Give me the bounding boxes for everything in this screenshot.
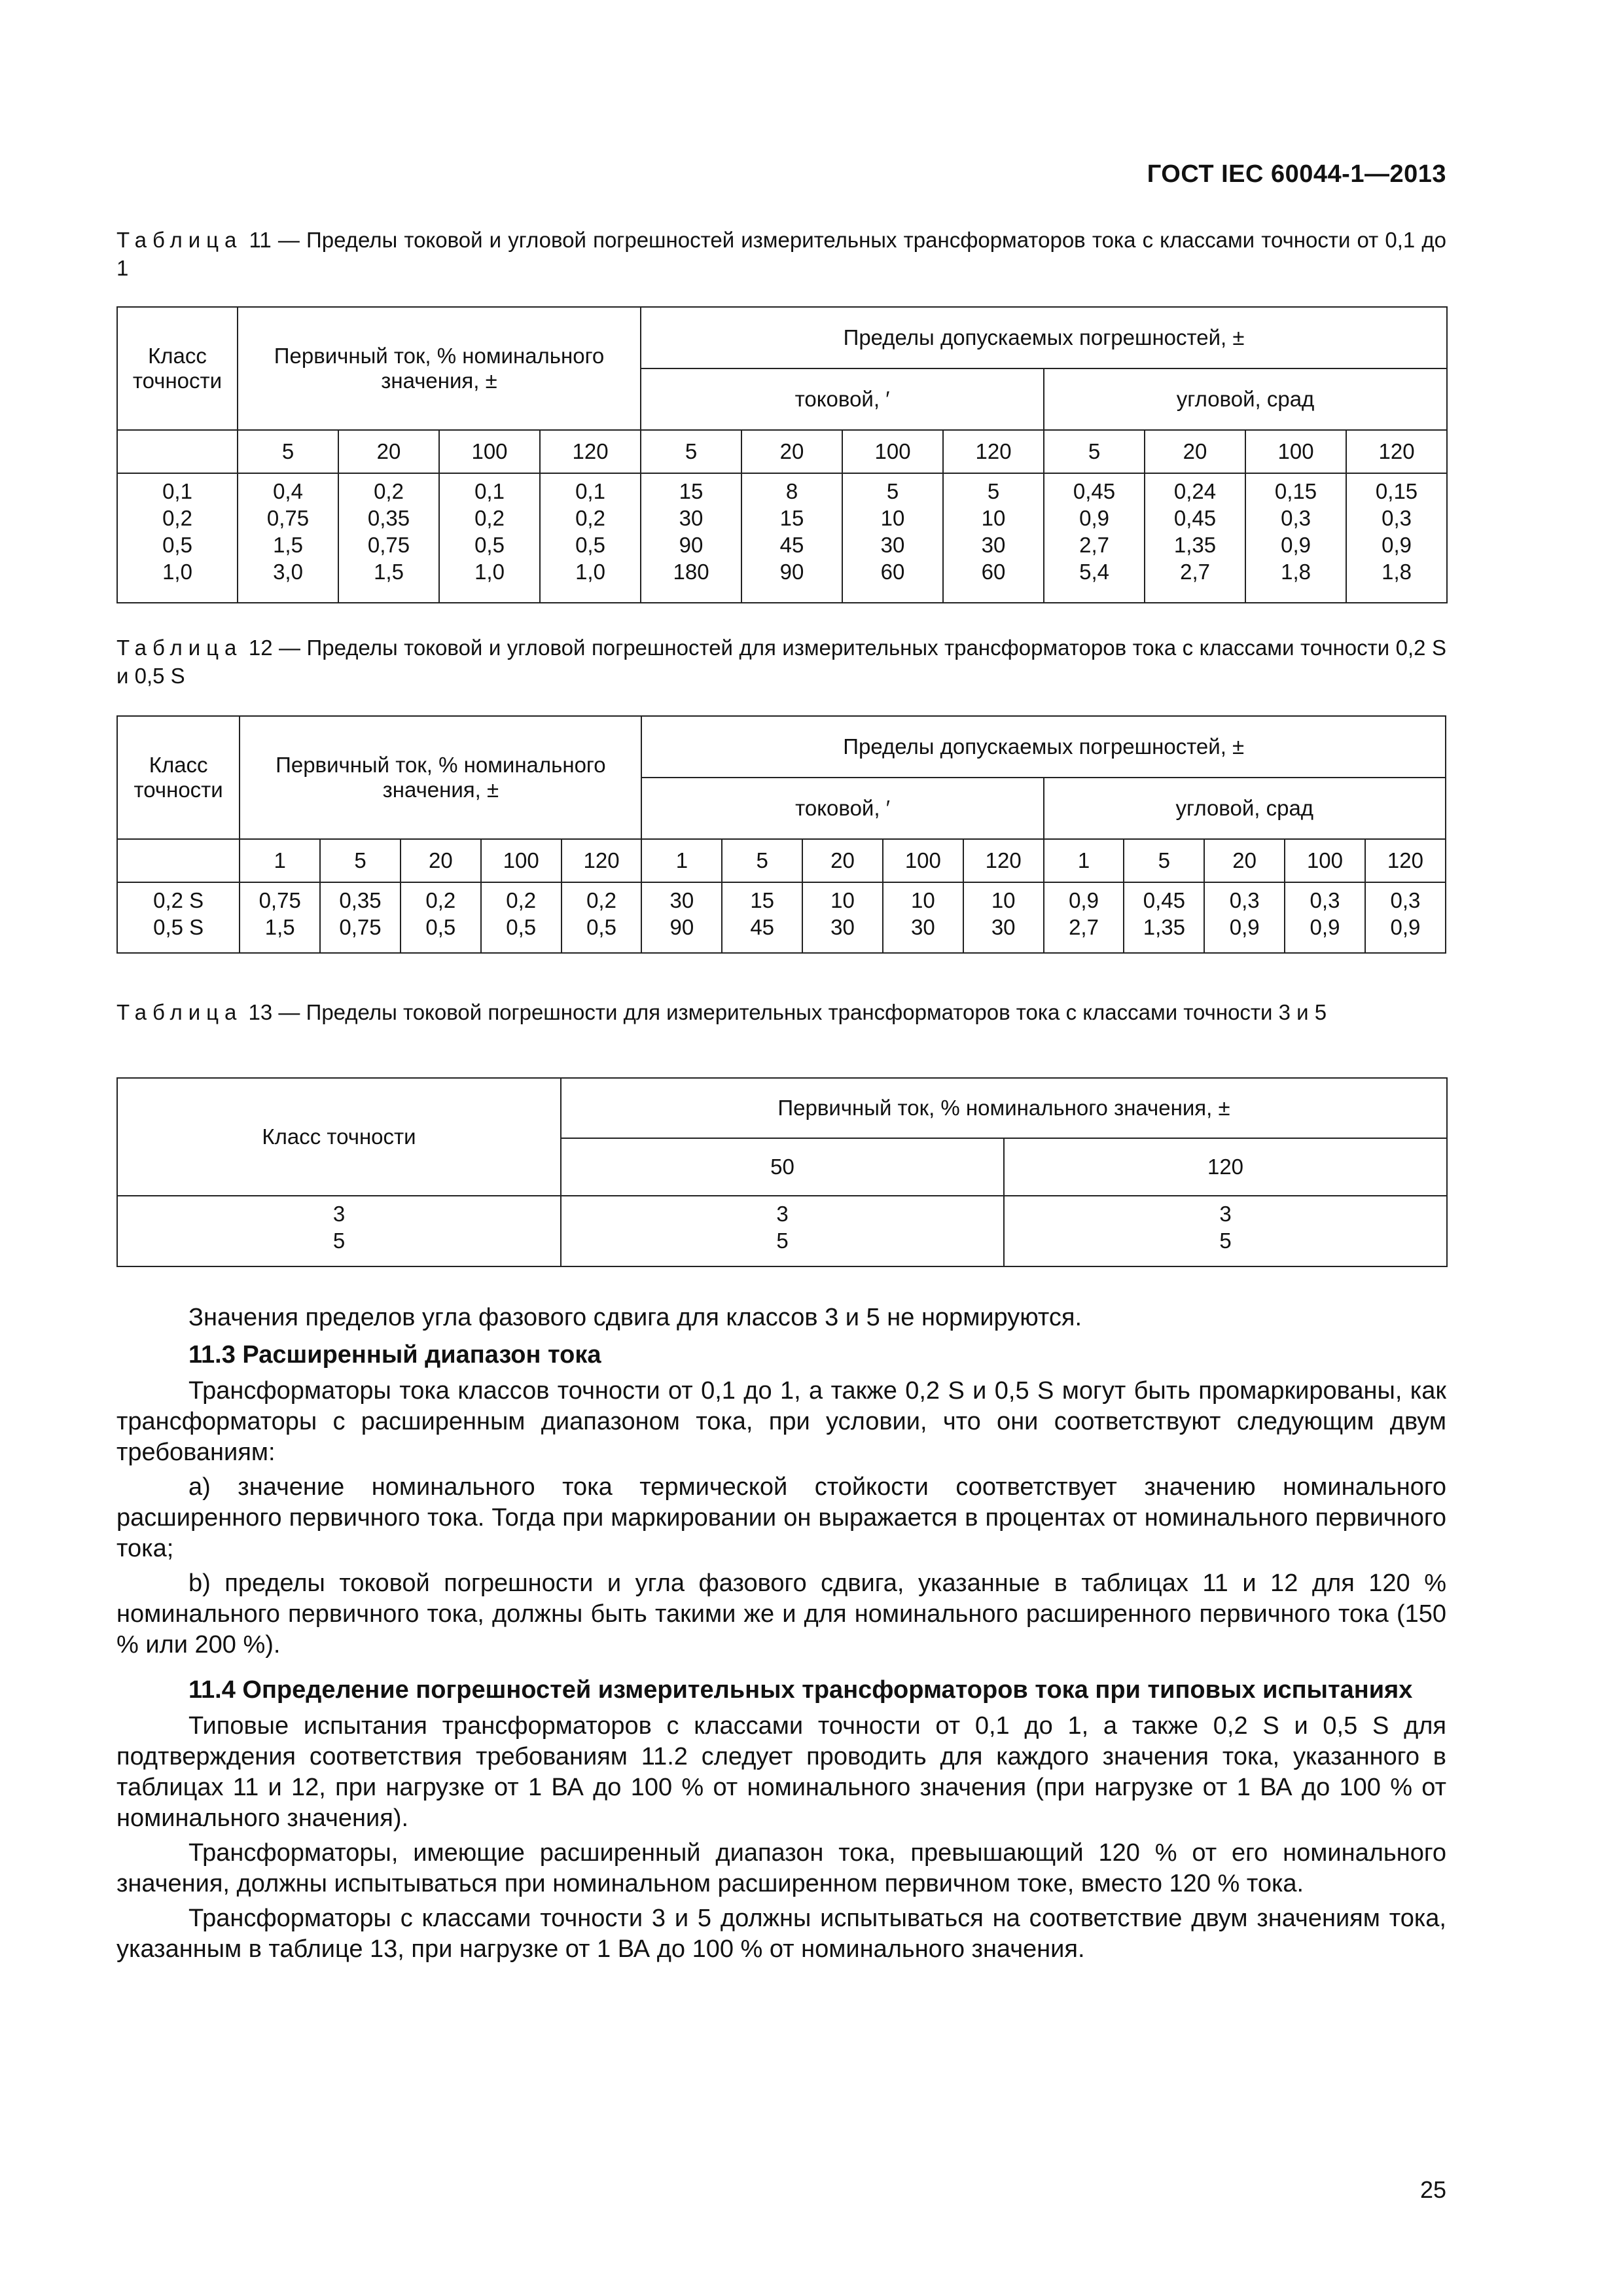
table-13-caption (116, 998, 1446, 1026)
header-class: Класс точности (117, 307, 238, 430)
cell-line: 2,7 (1079, 533, 1109, 557)
cell-line: 0,9 (1382, 533, 1412, 557)
cell-line: 3 (776, 1202, 789, 1226)
cell-line: 0,5 (474, 533, 505, 557)
data-cell (641, 473, 741, 603)
cell-line: 5 (886, 479, 899, 503)
list-item-a: a) значение номинального тока термической стойкости соответствует значению номинального расширенного первичного тока. Тогда при маркировании он выражается в процентах от номинального первичного тока; (116, 1473, 1446, 1562)
data-cell (1245, 473, 1346, 603)
cell-line: 45 (750, 915, 775, 939)
cell-line: 0,5 (575, 533, 605, 557)
cell-line: 1,35 (1173, 533, 1217, 557)
cell-line: 30 (830, 915, 855, 939)
cell-line: 15 (750, 888, 775, 912)
header-current-error: токовой, ′ (641, 778, 1043, 839)
subheader-cell: 5 (722, 839, 802, 882)
header-class: Класс точности (117, 716, 240, 839)
cell-line: 0,9 (1069, 888, 1099, 912)
cell-line: 30 (880, 533, 905, 557)
data-cell (1346, 473, 1447, 603)
subheader-cell: 50 (561, 1138, 1004, 1196)
paragraph: Трансформаторы с классами точности 3 и 5 должны испытываться на соответствие двум значениям тока, указанным в таблице 13, при нагрузке от 1 ВА до 100 % от номинального значения. (116, 1905, 1446, 1963)
table-11-caption (116, 226, 1446, 282)
paragraph: Трансформаторы тока классов точности от 0,1 до 1, а также 0,2 S и 0,5 S могут быть промаркированы, как трансформаторы с расширенным диапазоном тока, при условии, что они соответствуют следующим двум требованиям: (116, 1377, 1446, 1466)
caption-label: Таблица (116, 636, 243, 660)
cell-line: 0,2 (575, 506, 605, 530)
data-cell (741, 473, 842, 603)
header-primary-current: Первичный ток, % номинального значения, ± (240, 716, 641, 839)
data-cell (1145, 473, 1245, 603)
cell-line: 0,1 (474, 479, 505, 503)
body-text (116, 1302, 1446, 1969)
subheader-cell: 1 (1044, 839, 1124, 882)
data-cell (562, 882, 642, 953)
cell-line: 15 (679, 479, 704, 503)
paragraph: Трансформаторы, имеющие расширенный диапазон тока, превышающий 120 % от его номинального значения, должны испытываться при номинальном расширенном первичном токе, вместо 120 % тока. (116, 1839, 1446, 1897)
data-cell (1204, 882, 1285, 953)
table-12 (116, 715, 1446, 954)
subheader-empty (117, 839, 240, 882)
subheader-cell: 100 (1245, 430, 1346, 473)
caption-text: 13 — Пределы токовой погрешности для измерительных трансформаторов тока с классами точности 3 и 5 (242, 1000, 1327, 1024)
data-cell (802, 882, 883, 953)
cell-line: 0,3 (1390, 888, 1421, 912)
subheader-cell: 120 (1346, 430, 1447, 473)
data-cell (842, 473, 943, 603)
cell-line: 0,2 S (153, 888, 204, 912)
data-cell (943, 473, 1044, 603)
cell-line: 0,5 (425, 915, 456, 939)
cell-line: 0,5 (506, 915, 537, 939)
cell-line: 0,2 (425, 888, 456, 912)
cell-line: 30 (669, 888, 694, 912)
cell-line: 1,8 (1382, 560, 1412, 584)
cell-line: 1,0 (474, 560, 505, 584)
header-class: Класс точности (117, 1078, 561, 1196)
cell-line: 0,9 (1079, 506, 1109, 530)
cell-line: 5 (1219, 1229, 1232, 1253)
cell-line: 3 (1219, 1202, 1232, 1226)
cell-line: 0,75 (339, 915, 382, 939)
data-cell (238, 473, 338, 603)
subheader-cell: 120 (562, 839, 642, 882)
data-cell (439, 473, 540, 603)
cell-line: 0,9 (1229, 915, 1260, 939)
cell-line: 0,75 (259, 888, 301, 912)
subheader-cell: 120 (963, 839, 1044, 882)
cell-line: 60 (880, 560, 905, 584)
cell-line: 0,3 (1310, 888, 1340, 912)
header-primary-current: Первичный ток, % номинального значения, ± (238, 307, 641, 430)
paragraph: Типовые испытания трансформаторов с классами точности от 0,1 до 1, а также 0,2 S и 0,5 S для подтверждения соответствия требованиям 11.2 следует проводить для каждого значения тока, указанного в таблицах 11 и 12, при нагрузке от 1 ВА до 100 % от номинального значения (при нагрузке от 1 ВА до 100 % от номинального значения). (116, 1712, 1446, 1832)
cell-line: 30 (679, 506, 704, 530)
subheader-cell: 5 (238, 430, 338, 473)
caption-label: Таблица (116, 1000, 243, 1024)
subheader-cell: 1 (240, 839, 320, 882)
subheader-cell: 100 (883, 839, 963, 882)
cell-line: 10 (880, 506, 905, 530)
cell-line: 0,15 (1274, 479, 1317, 503)
subheader-cell: 120 (943, 430, 1044, 473)
cell-line: 0,2 (162, 506, 192, 530)
cell-line: 0,9 (1281, 533, 1311, 557)
cell-line: 10 (830, 888, 855, 912)
subheader-cell: 20 (741, 430, 842, 473)
data-cell (963, 882, 1044, 953)
caption-text: 12 — Пределы токовой и угловой погрешностей для измерительных трансформаторов тока с классами точности 0,2 S и 0,5 S (116, 636, 1446, 688)
data-cell (117, 473, 238, 603)
cell-line: 0,24 (1173, 479, 1217, 503)
cell-line: 0,3 (1382, 506, 1412, 530)
subheader-empty (117, 430, 238, 473)
cell-line: 10 (991, 888, 1016, 912)
cell-line: 0,2 (586, 888, 616, 912)
cell-line: 5 (776, 1229, 789, 1253)
data-cell (338, 473, 439, 603)
subheader-cell: 5 (1044, 430, 1145, 473)
cell-line: 30 (991, 915, 1016, 939)
cell-line: 1,0 (162, 560, 192, 584)
cell-line: 60 (981, 560, 1006, 584)
header-angle-error: угловой, срад (1044, 778, 1446, 839)
cell-line: 0,9 (1310, 915, 1340, 939)
cell-line: 0,15 (1375, 479, 1418, 503)
cell-line: 0,9 (1390, 915, 1421, 939)
cell-line: 1,5 (374, 560, 404, 584)
subheader-cell: 20 (338, 430, 439, 473)
header-error-limits: Пределы допускаемых погрешностей, ± (641, 307, 1447, 368)
section-heading-11-4: 11.4 Определение погрешностей измерительных трансформаторов тока при типовых испытаниях (188, 1676, 1413, 1704)
subheader-cell: 5 (641, 430, 741, 473)
cell-line: 8 (785, 479, 798, 503)
header-primary-current: Первичный ток, % номинального значения, ± (561, 1078, 1447, 1138)
cell-line: 1,8 (1281, 560, 1311, 584)
data-cell (320, 882, 401, 953)
subheader-cell: 5 (320, 839, 401, 882)
data-cell (1285, 882, 1365, 953)
caption-text: 11 — Пределы токовой и угловой погрешностей измерительных трансформаторов тока с классами точности от 0,1 до 1 (116, 228, 1446, 280)
subheader-cell: 100 (1285, 839, 1365, 882)
cell-line: 0,35 (367, 506, 410, 530)
data-cell (401, 882, 481, 953)
data-cell (561, 1196, 1004, 1266)
data-cell (1124, 882, 1204, 953)
data-cell (117, 1196, 561, 1266)
cell-line: 1,0 (575, 560, 605, 584)
subheader-cell: 5 (1124, 839, 1204, 882)
cell-line: 5 (332, 1229, 346, 1253)
table-13 (116, 1077, 1448, 1267)
data-cell (1004, 1196, 1447, 1266)
subheader-cell: 100 (842, 430, 943, 473)
section-heading-11-3: 11.3 Расширенный диапазон тока (188, 1341, 601, 1369)
cell-line: 0,1 (575, 479, 605, 503)
subheader-cell: 120 (540, 430, 641, 473)
document-header: ГОСТ IEC 60044-1—2013 (1147, 160, 1446, 188)
cell-line: 180 (673, 560, 709, 584)
cell-line: 30 (981, 533, 1006, 557)
cell-line: 5 (987, 479, 1000, 503)
subheader-cell: 20 (1204, 839, 1285, 882)
data-cell (540, 473, 641, 603)
cell-line: 0,35 (339, 888, 382, 912)
cell-line: 0,45 (1143, 888, 1185, 912)
cell-line: 1,5 (273, 533, 303, 557)
subheader-cell: 100 (481, 839, 562, 882)
cell-line: 3 (332, 1202, 346, 1226)
cell-line: 30 (910, 915, 935, 939)
cell-line: 1,5 (264, 915, 295, 939)
subheader-cell: 20 (401, 839, 481, 882)
cell-line: 0,2 (506, 888, 537, 912)
data-cell (641, 882, 722, 953)
cell-line: 90 (779, 560, 804, 584)
cell-line: 90 (679, 533, 704, 557)
cell-line: 2,7 (1069, 915, 1099, 939)
data-cell (722, 882, 802, 953)
cell-line: 2,7 (1180, 560, 1210, 584)
cell-line: 0,3 (1281, 506, 1311, 530)
caption-label: Таблица (116, 228, 243, 252)
cell-line: 5,4 (1079, 560, 1109, 584)
cell-line: 0,5 (162, 533, 192, 557)
table-11 (116, 306, 1448, 603)
cell-line: 0,5 S (153, 915, 204, 939)
paragraph: Значения пределов угла фазового сдвига для классов 3 и 5 не нормируются. (188, 1304, 1082, 1331)
cell-line: 0,45 (1173, 506, 1217, 530)
data-cell (117, 882, 240, 953)
data-cell (240, 882, 320, 953)
data-cell (1044, 473, 1145, 603)
cell-line: 15 (779, 506, 804, 530)
header-angle-error: угловой, срад (1044, 368, 1447, 430)
cell-line: 90 (669, 915, 694, 939)
subheader-cell: 20 (802, 839, 883, 882)
cell-line: 0,75 (367, 533, 410, 557)
table-12-caption (116, 634, 1446, 690)
cell-line: 0,1 (162, 479, 192, 503)
data-cell (481, 882, 562, 953)
cell-line: 0,75 (266, 506, 310, 530)
cell-line: 0,2 (474, 506, 505, 530)
cell-line: 0,45 (1073, 479, 1116, 503)
cell-line: 45 (779, 533, 804, 557)
cell-line: 1,35 (1143, 915, 1185, 939)
data-cell (1044, 882, 1124, 953)
cell-line: 10 (910, 888, 935, 912)
cell-line: 0,2 (374, 479, 404, 503)
page-number: 25 (1419, 2176, 1446, 2203)
data-cell (1365, 882, 1446, 953)
data-cell (883, 882, 963, 953)
cell-line: 0,3 (1229, 888, 1260, 912)
header-error-limits: Пределы допускаемых погрешностей, ± (641, 716, 1446, 778)
subheader-cell: 120 (1004, 1138, 1447, 1196)
header-current-error: токовой, ′ (641, 368, 1044, 430)
subheader-cell: 20 (1145, 430, 1245, 473)
subheader-cell: 120 (1365, 839, 1446, 882)
cell-line: 3,0 (273, 560, 303, 584)
list-item-b: b) пределы токовой погрешности и угла фазового сдвига, указанные в таблицах 11 и 12 для 120 % номинального первичного тока, должны быть такими же и для номинального расширенного первичного тока (150 % или 200 %). (116, 1570, 1446, 1659)
cell-line: 0,5 (586, 915, 616, 939)
subheader-cell: 1 (641, 839, 722, 882)
cell-line: 0,4 (273, 479, 303, 503)
subheader-cell: 100 (439, 430, 540, 473)
cell-line: 10 (981, 506, 1006, 530)
